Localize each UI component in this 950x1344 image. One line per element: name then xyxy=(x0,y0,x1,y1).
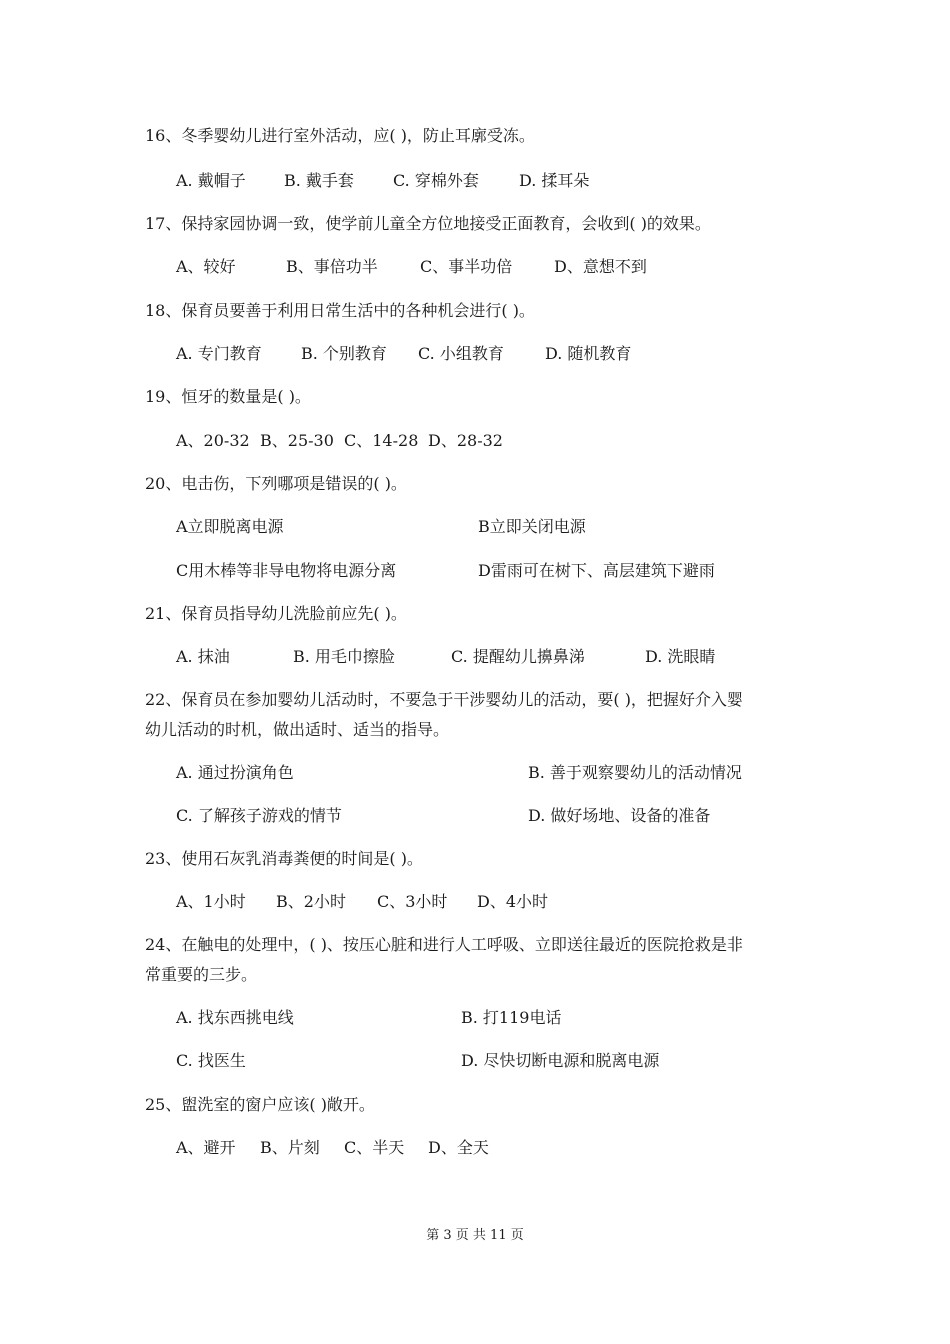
option-20-d: D雷雨可在树下、高层建筑下避雨 xyxy=(478,561,715,580)
option-16-a: A. 戴帽子 xyxy=(176,171,246,190)
option-20-a: A立即脱离电源 xyxy=(176,517,284,536)
question-24-line-1: 24、在触电的处理中，( )、按压心脏和进行人工呼吸、立即送往最近的医院抢救是非 xyxy=(145,935,743,954)
option-25-c: C、半天 xyxy=(344,1138,405,1157)
option-16-d: D. 揉耳朵 xyxy=(519,171,590,190)
option-25-b: B、片刻 xyxy=(260,1138,320,1157)
option-17-c: C、事半功倍 xyxy=(420,257,513,276)
option-24-b: B. 打119电话 xyxy=(461,1008,562,1027)
option-19-c: C、14-28 xyxy=(344,431,419,450)
option-20-c: C用木棒等非导电物将电源分离 xyxy=(176,561,397,580)
option-22-c: C. 了解孩子游戏的情节 xyxy=(176,806,342,825)
option-24-d: D. 尽快切断电源和脱离电源 xyxy=(461,1051,660,1070)
question-16: 16、冬季婴幼儿进行室外活动，应( )，防止耳廓受冻。 xyxy=(145,126,535,145)
question-22-line-2: 幼儿活动的时机，做出适时、适当的指导。 xyxy=(145,720,450,739)
question-18: 18、保育员要善于利用日常生活中的各种机会进行( )。 xyxy=(145,301,535,320)
option-21-d: D. 洗眼睛 xyxy=(645,647,716,666)
option-19-d: D、28-32 xyxy=(428,431,503,450)
option-18-c: C. 小组教育 xyxy=(418,344,504,363)
option-21-a: A. 抹油 xyxy=(176,647,230,666)
option-21-b: B. 用毛巾擦脸 xyxy=(293,647,395,666)
option-17-b: B、事倍功半 xyxy=(286,257,378,276)
question-19: 19、恒牙的数量是( )。 xyxy=(145,387,311,406)
option-25-d: D、全天 xyxy=(428,1138,489,1157)
option-20-b: B立即关闭电源 xyxy=(478,517,586,536)
option-21-c: C. 提醒幼儿擤鼻涕 xyxy=(451,647,585,666)
question-21: 21、保育员指导幼儿洗脸前应先( )。 xyxy=(145,604,407,623)
question-17: 17、保持家园协调一致，使学前儿童全方位地接受正面教育，会收到( )的效果。 xyxy=(145,214,711,233)
option-18-b: B. 个别教育 xyxy=(301,344,387,363)
question-24-line-2: 常重要的三步。 xyxy=(145,965,258,984)
question-25: 25、盥洗室的窗户应该( )敞开。 xyxy=(145,1095,375,1114)
option-22-a: A. 通过扮演角色 xyxy=(176,763,294,782)
option-24-a: A. 找东西挑电线 xyxy=(176,1008,294,1027)
option-22-d: D. 做好场地、设备的准备 xyxy=(528,806,711,825)
option-17-a: A、较好 xyxy=(176,257,236,276)
question-20: 20、电击伤，下列哪项是错误的( )。 xyxy=(145,474,407,493)
question-22-line-1: 22、保育员在参加婴幼儿活动时，不要急于干涉婴幼儿的活动，要( )，把握好介入婴 xyxy=(145,690,743,709)
option-23-d: D、4小时 xyxy=(477,892,549,911)
option-23-a: A、1小时 xyxy=(176,892,246,911)
question-23: 23、使用石灰乳消毒粪便的时间是( )。 xyxy=(145,849,423,868)
option-16-b: B. 戴手套 xyxy=(284,171,354,190)
option-18-d: D. 随机教育 xyxy=(545,344,632,363)
option-22-b: B. 善于观察婴幼儿的活动情况 xyxy=(528,763,742,782)
option-17-d: D、意想不到 xyxy=(554,257,647,276)
option-16-c: C. 穿棉外套 xyxy=(393,171,479,190)
page-number-footer: 第 3 页 共 11 页 xyxy=(426,1228,524,1243)
option-18-a: A. 专门教育 xyxy=(176,344,262,363)
option-19-a: A、20-32 xyxy=(176,431,250,450)
option-25-a: A、避开 xyxy=(176,1138,236,1157)
option-24-c: C. 找医生 xyxy=(176,1051,246,1070)
option-23-c: C、3小时 xyxy=(377,892,448,911)
option-23-b: B、2小时 xyxy=(276,892,346,911)
option-19-b: B、25-30 xyxy=(260,431,334,450)
